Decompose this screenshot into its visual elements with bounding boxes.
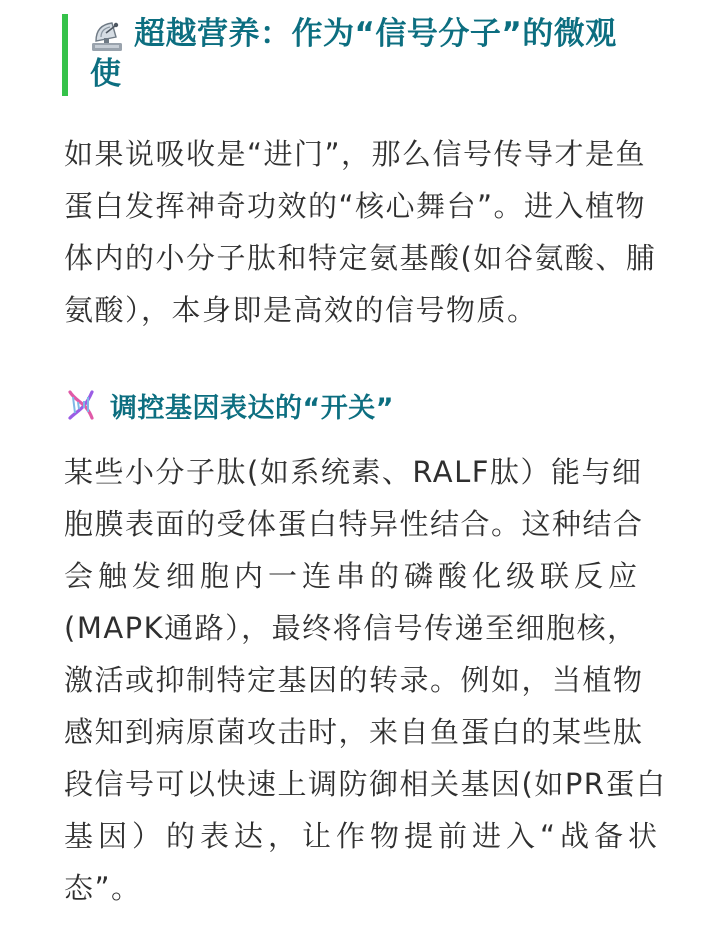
dna-icon [64,388,98,422]
paragraph-line: (MAPK通路），最终将信号传递至细胞核， [64,611,638,645]
subsection-heading [64,382,394,428]
section-title-line1: 超越营养：作为“信号分子”的微观 [134,16,617,52]
paragraph-line: 体内的小分子肽和特定氨基酸(如谷氨酸、脯 [64,241,657,275]
section-title [90,14,662,94]
paragraph-line: 态”。 [64,871,142,905]
section-heading [62,14,662,96]
paragraph-line: 段信号可以快速上调防御相关基因(如PR蛋白 [64,767,667,801]
paragraph-line: 会触发细胞内一连串的磷酸化级联反应 [64,559,643,593]
paragraph-line: 感知到病原菌攻击时，来自鱼蛋白的某些肽 [64,715,644,749]
paragraph-line: 基因）的表达，让作物提前进入“战备状 [64,819,663,853]
satellite-dish-icon [90,19,124,53]
paragraph-line: 如果说吸收是“进门”，那么信号传导才是鱼 [64,137,647,171]
subsection-title: 调控基因表达的“开关” [110,392,394,424]
section-title-line2: 使 [90,56,122,92]
paragraph-gene-expression [64,446,667,914]
paragraph-line: 蛋白发挥神奇功效的“核心舞台”。进入植物 [64,189,647,223]
paragraph-signal-intro [64,128,664,336]
paragraph-line: 氨酸），本身即是高效的信号物质。 [64,293,538,327]
paragraph-line: 激活或抑制特定基因的转录。例如，当植物 [64,663,644,697]
paragraph-line: 某些小分子肽(如系统素、RALF肽）能与细 [64,455,643,489]
paragraph-line: 胞膜表面的受体蛋白特异性结合。这种结合 [64,507,644,541]
